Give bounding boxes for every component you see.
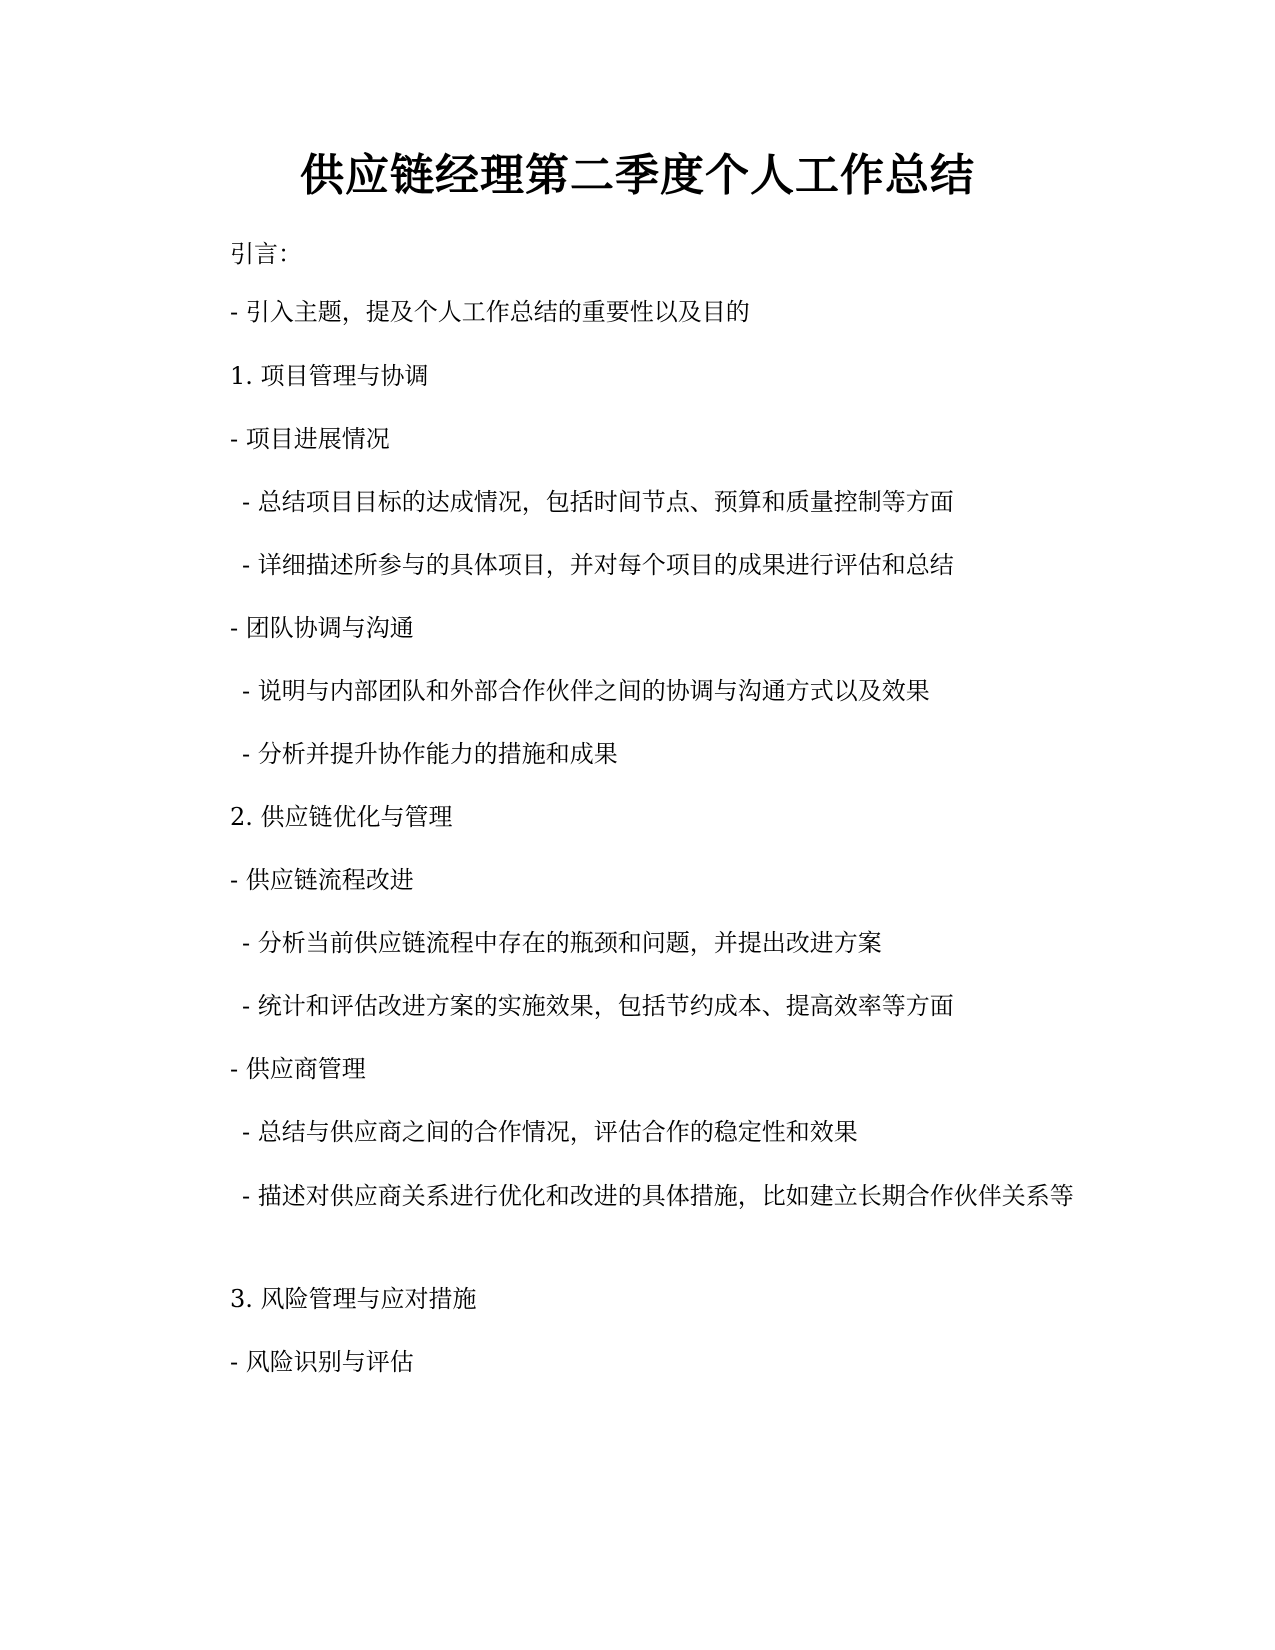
subsection-heading: - 团队协调与沟通 [230,614,414,642]
subsection-heading: - 项目进展情况 [230,425,390,453]
document-title: 供应链经理第二季度个人工作总结 [300,150,975,201]
intro-item: - 引入主题，提及个人工作总结的重要性以及目的 [230,298,750,326]
list-item: - 总结项目目标的达成情况，包括时间节点、预算和质量控制等方面 [242,488,954,516]
list-item-wrapped: - 描述对供应商关系进行优化和改进的具体措施，比如建立长期合作伙伴关系等 [242,1182,1074,1210]
subsection-heading: - 供应链流程改进 [230,866,414,894]
subsection-heading: - 供应商管理 [230,1055,366,1083]
list-item: - 分析并提升协作能力的措施和成果 [242,740,618,768]
list-item: - 分析当前供应链流程中存在的瓶颈和问题，并提出改进方案 [242,929,882,957]
intro-heading: 引言： [230,240,302,268]
list-item: - 总结与供应商之间的合作情况，评估合作的稳定性和效果 [242,1118,858,1146]
list-item: - 说明与内部团队和外部合作伙伴之间的协调与沟通方式以及效果 [242,677,930,705]
section-heading-2: 2. 供应链优化与管理 [230,803,453,831]
section-heading-1: 1. 项目管理与协调 [230,362,429,390]
subsection-heading: - 风险识别与评估 [230,1348,414,1376]
list-item: - 统计和评估改进方案的实施效果，包括节约成本、提高效率等方面 [242,992,954,1020]
section-heading-3: 3. 风险管理与应对措施 [230,1285,477,1313]
list-item: - 详细描述所参与的具体项目，并对每个项目的成果进行评估和总结 [242,551,954,579]
